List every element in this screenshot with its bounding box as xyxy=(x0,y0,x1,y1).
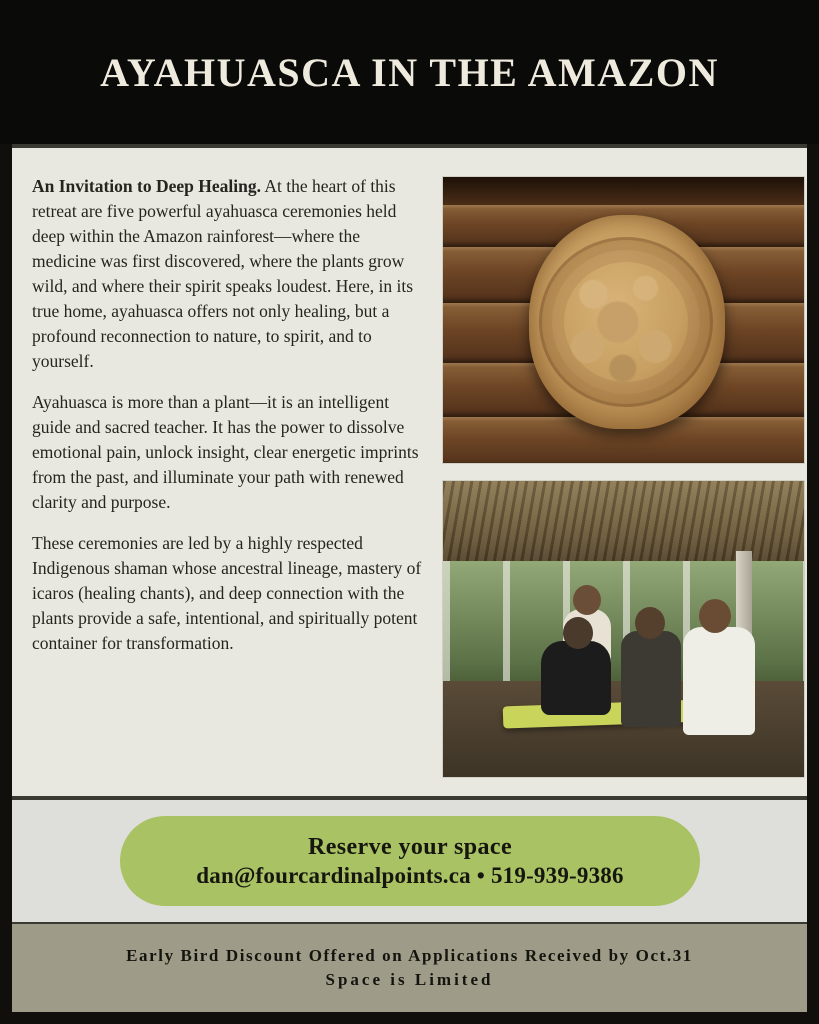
left-border xyxy=(0,0,12,1024)
paragraph-3: These ceremonies are led by a highly respected Indigenous shaman whose ancestral lineage, mastery of icaros (healing chants), and deep connection with the plants provide a safe, intentional, and spiritually potent container for transformation. xyxy=(32,533,422,653)
content-area xyxy=(12,148,807,796)
paragraph-1 xyxy=(32,174,424,374)
vine-cross-section xyxy=(529,215,725,429)
paragraph-1-body: At the heart of this retreat are five powerful ayahuasca ceremonies held deep within the Amazon rainforest—where the medicine was first discovered, where the plants grow wild, and where their spirit speaks loudest. Here, in its true home, ayahuasca offers not only healing, but a profound reconnection to nature, to spirit, and to yourself. xyxy=(32,176,414,371)
image-column xyxy=(442,174,805,786)
text-column xyxy=(32,174,424,786)
figure-seated-middle-head xyxy=(635,607,665,639)
ceremony-maloca-photo xyxy=(442,480,805,778)
footer-early-bird-text: Early Bird Discount Offered on Applications Received by Oct.31 xyxy=(126,946,693,965)
figure-foreground xyxy=(541,641,611,715)
bottom-border xyxy=(0,1012,819,1024)
figure-foreground-head xyxy=(563,617,593,649)
figure-shaman xyxy=(683,627,755,735)
cta-contact[interactable]: dan@fourcardinalpoints.ca • 519-939-9386 xyxy=(196,862,624,888)
figure-shaman-head xyxy=(699,599,731,633)
page-title: AYAHUASCA IN THE AMAZON xyxy=(100,49,719,95)
right-border xyxy=(807,0,819,1024)
reserve-cta[interactable] xyxy=(120,816,700,906)
paragraph-1-lead: An Invitation to Deep Healing. xyxy=(32,176,261,196)
log-shadow xyxy=(443,177,804,205)
paragraph-2: Ayahuasca is more than a plant—it is an intelligent guide and sacred teacher. It has the power to dissolve emotional pain, unlock insight, clear energetic imprints from the past, and illuminate your path with renewed clarity and purpose. xyxy=(32,392,419,512)
cta-band xyxy=(12,800,807,922)
ayahuasca-vine-cross-section-photo xyxy=(442,176,805,464)
footer-band xyxy=(12,924,807,1012)
figure-seated-middle xyxy=(621,631,681,727)
figure-standing-head xyxy=(573,585,601,615)
footer-space-limited-text: Space is Limited xyxy=(325,970,494,989)
cta-title: Reserve your space xyxy=(307,833,513,860)
header-banner xyxy=(0,0,819,144)
